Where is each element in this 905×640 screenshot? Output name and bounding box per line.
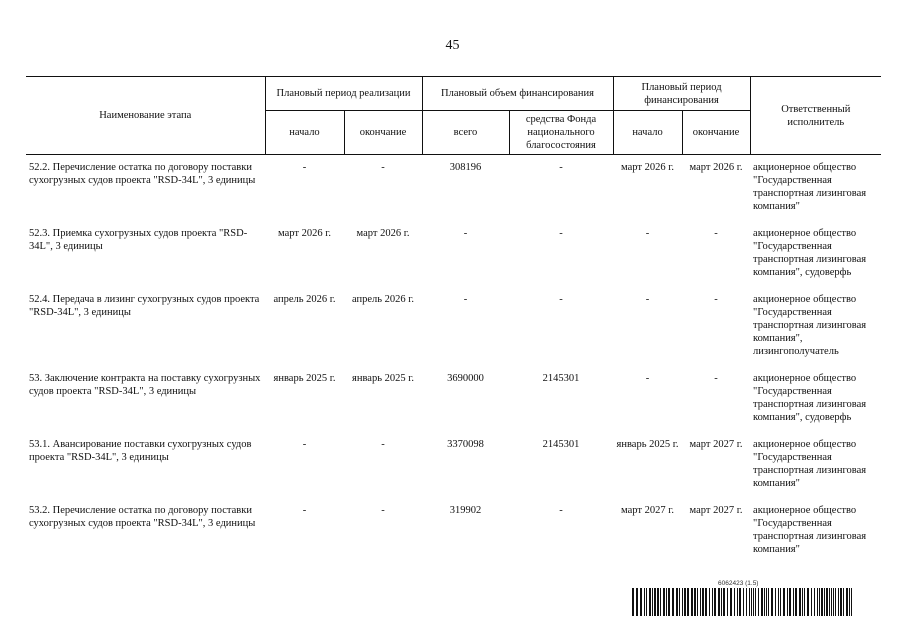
- stage-name-cell: 53.1. Авансирование поставки сухогрузных судов проекта "RSD-34L", 3 единицы: [29, 439, 252, 463]
- fin-start-cell: -: [645, 373, 650, 384]
- table-row: [26, 372, 881, 438]
- table-row: [26, 161, 881, 227]
- header-period-impl: Плановый период реализации: [265, 77, 422, 111]
- fin-start-cell: март 2027 г.: [621, 505, 674, 516]
- impl-end-cell: -: [381, 505, 385, 516]
- responsible-cell: акционерное общество "Государственная транспортная лизинговая компания", судоверфь: [753, 373, 867, 423]
- header-impl-end: окончание: [344, 111, 422, 155]
- stage-name-cell: 53. Заключение контракта на поставку сухогрузных судов проекта "RSD-34L", 3 единицы: [29, 373, 261, 397]
- stage-name-cell: 52.3. Приемка сухогрузных судов проекта "RSD-34L", 3 единицы: [29, 228, 248, 252]
- table-row: [26, 293, 881, 372]
- fin-end-cell: март 2027 г.: [689, 505, 743, 516]
- fin-start-cell: -: [645, 228, 650, 239]
- barcode-number: 6062423 (1.5): [718, 580, 759, 587]
- header-impl-start: начало: [265, 111, 344, 155]
- total-cell: 308196: [449, 162, 482, 173]
- fin-end-cell: март 2027 г.: [689, 439, 743, 450]
- fund-cell: -: [559, 294, 563, 305]
- impl-start-cell: -: [302, 439, 307, 450]
- fund-cell: 2145301: [542, 439, 580, 450]
- fin-start-cell: январь 2025 г.: [616, 439, 679, 450]
- impl-end-cell: -: [381, 162, 385, 173]
- fin-end-cell: март 2026 г.: [689, 162, 743, 173]
- header-funding-volume: Плановый объем финансирования: [422, 77, 613, 111]
- barcode: [632, 588, 854, 616]
- fin-start-cell: -: [645, 294, 650, 305]
- table-row: [26, 504, 881, 570]
- header-fin-start: начало: [613, 111, 682, 155]
- impl-start-cell: -: [302, 162, 307, 173]
- header-fund: средства Фонда национального благосостояния: [509, 111, 613, 155]
- total-cell: -: [463, 228, 468, 239]
- impl-start-cell: -: [302, 505, 307, 516]
- impl-start-cell: январь 2025 г.: [273, 373, 336, 384]
- page-number: 45: [445, 38, 460, 53]
- impl-end-cell: апрель 2026 г.: [351, 294, 415, 305]
- stage-name-cell: 53.2. Перечисление остатка по договору поставки сухогрузных судов проекта "RSD-34L", 3 единицы: [29, 505, 256, 529]
- impl-end-cell: -: [381, 439, 385, 450]
- fund-cell: -: [559, 162, 563, 173]
- total-cell: 319902: [449, 505, 482, 516]
- fin-end-cell: -: [714, 228, 718, 239]
- fin-end-cell: -: [714, 294, 718, 305]
- impl-end-cell: март 2026 г.: [356, 228, 410, 239]
- stage-name-cell: 52.2. Перечисление остатка по договору поставки сухогрузных судов проекта "RSD-34L", 3 единицы: [29, 162, 256, 186]
- impl-start-cell: март 2026 г.: [278, 228, 331, 239]
- total-cell: 3370098: [447, 439, 484, 450]
- fund-cell: -: [559, 505, 563, 516]
- fin-start-cell: март 2026 г.: [621, 162, 674, 173]
- impl-start-cell: апрель 2026 г.: [273, 294, 336, 305]
- responsible-cell: акционерное общество "Государственная транспортная лизинговая компания": [753, 162, 867, 212]
- total-cell: -: [463, 294, 468, 305]
- responsible-cell: акционерное общество "Государственная транспортная лизинговая компания": [753, 505, 867, 555]
- impl-end-cell: январь 2025 г.: [352, 373, 414, 384]
- fund-cell: 2145301: [542, 373, 580, 384]
- header-total: всего: [422, 111, 509, 155]
- fund-cell: -: [559, 228, 563, 239]
- header-responsible: Ответственный исполнитель: [750, 77, 881, 155]
- fin-end-cell: -: [714, 373, 718, 384]
- total-cell: 3690000: [447, 373, 484, 384]
- stage-name-cell: 52.4. Передача в лизинг сухогрузных судов проекта "RSD-34L", 3 единицы: [29, 294, 260, 318]
- header-period-fin: Плановый период финансирования: [613, 77, 750, 111]
- header-stage-name: Наименование этапа: [26, 77, 265, 155]
- responsible-cell: акционерное общество "Государственная транспортная лизинговая компания", лизингополучатель: [753, 294, 867, 357]
- responsible-cell: акционерное общество "Государственная транспортная лизинговая компания": [753, 439, 867, 489]
- stages-table: [26, 76, 881, 570]
- responsible-cell: акционерное общество "Государственная транспортная лизинговая компания", судоверфь: [753, 228, 867, 278]
- header-fin-end: окончание: [682, 111, 750, 155]
- table-row: [26, 438, 881, 504]
- table-row: [26, 227, 881, 293]
